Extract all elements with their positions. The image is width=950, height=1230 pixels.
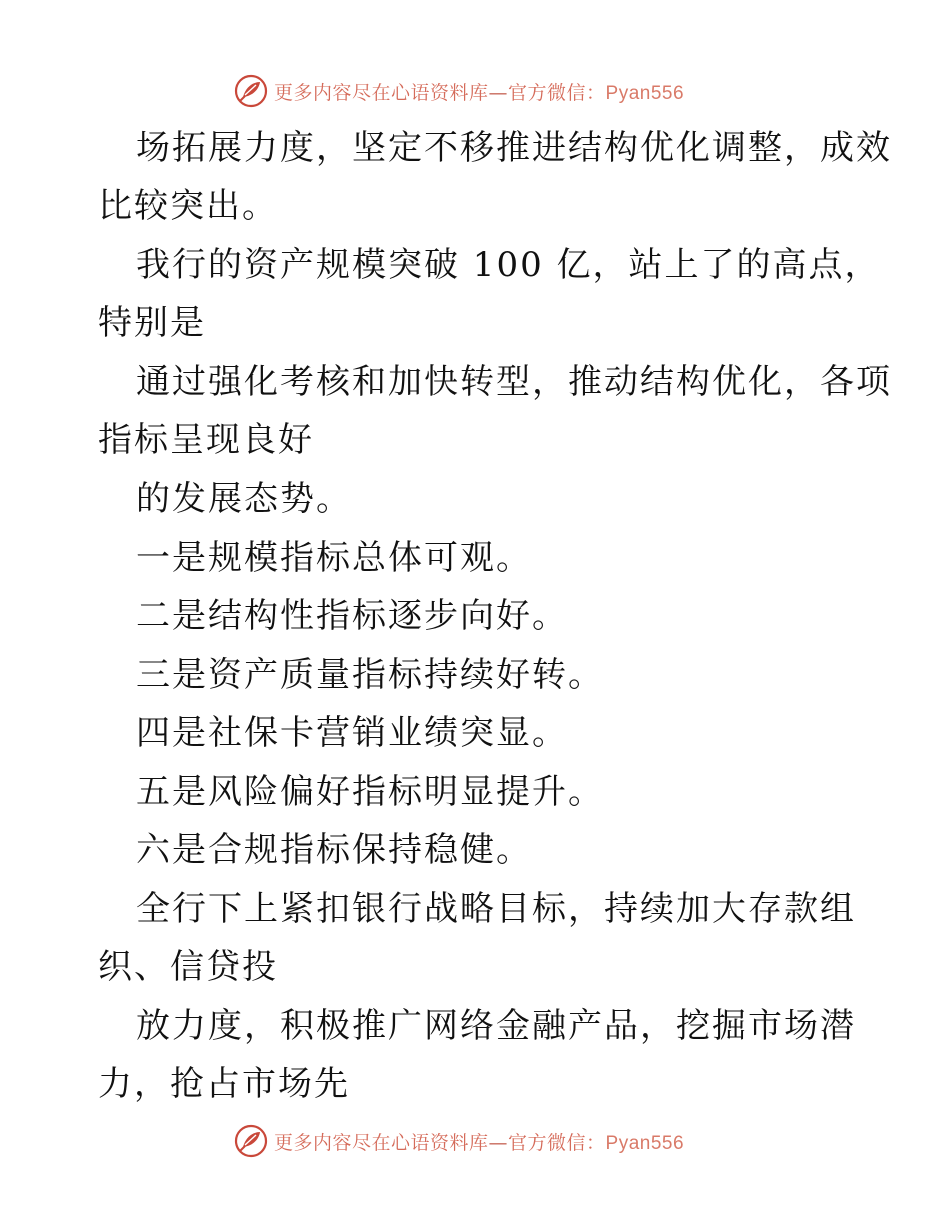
body-line: 场拓展力度，坚定不移推进结构优化调整，成效	[136, 128, 892, 168]
body-line: 特别是	[98, 303, 206, 343]
body-line: 三是资产质量指标持续好转。	[136, 655, 604, 695]
body-line: 放力度，积极推广网络金融产品，挖掘市场潜	[136, 1006, 856, 1046]
leaf-pen-logo-icon	[234, 1124, 268, 1158]
leaf-pen-logo-icon	[234, 74, 268, 108]
body-line: 全行下上紧扣银行战略目标，持续加大存款组	[136, 889, 856, 929]
body-line: 二是结构性指标逐步向好。	[136, 596, 568, 636]
footer-watermark	[234, 1121, 684, 1161]
body-line: 我行的资产规模突破 100 亿，站上了的高点，	[136, 245, 881, 285]
body-line: 织、信贷投	[98, 947, 278, 987]
watermark-text: 更多内容尽在心语资料库—官方微信：Pyan556	[274, 1131, 685, 1154]
header-watermark	[234, 71, 684, 111]
body-line: 一是规模指标总体可观。	[136, 538, 532, 578]
body-line: 的发展态势。	[136, 479, 352, 519]
body-line: 力，抢占市场先	[98, 1064, 350, 1104]
watermark-text: 更多内容尽在心语资料库—官方微信：Pyan556	[274, 81, 685, 104]
body-line: 四是社保卡营销业绩突显。	[136, 713, 568, 753]
body-line: 比较突出。	[98, 186, 278, 226]
body-line: 六是合规指标保持稳健。	[136, 830, 532, 870]
body-line: 指标呈现良好	[98, 420, 314, 460]
body-line: 通过强化考核和加快转型，推动结构优化，各项	[136, 362, 892, 402]
body-line: 五是风险偏好指标明显提升。	[136, 772, 604, 812]
